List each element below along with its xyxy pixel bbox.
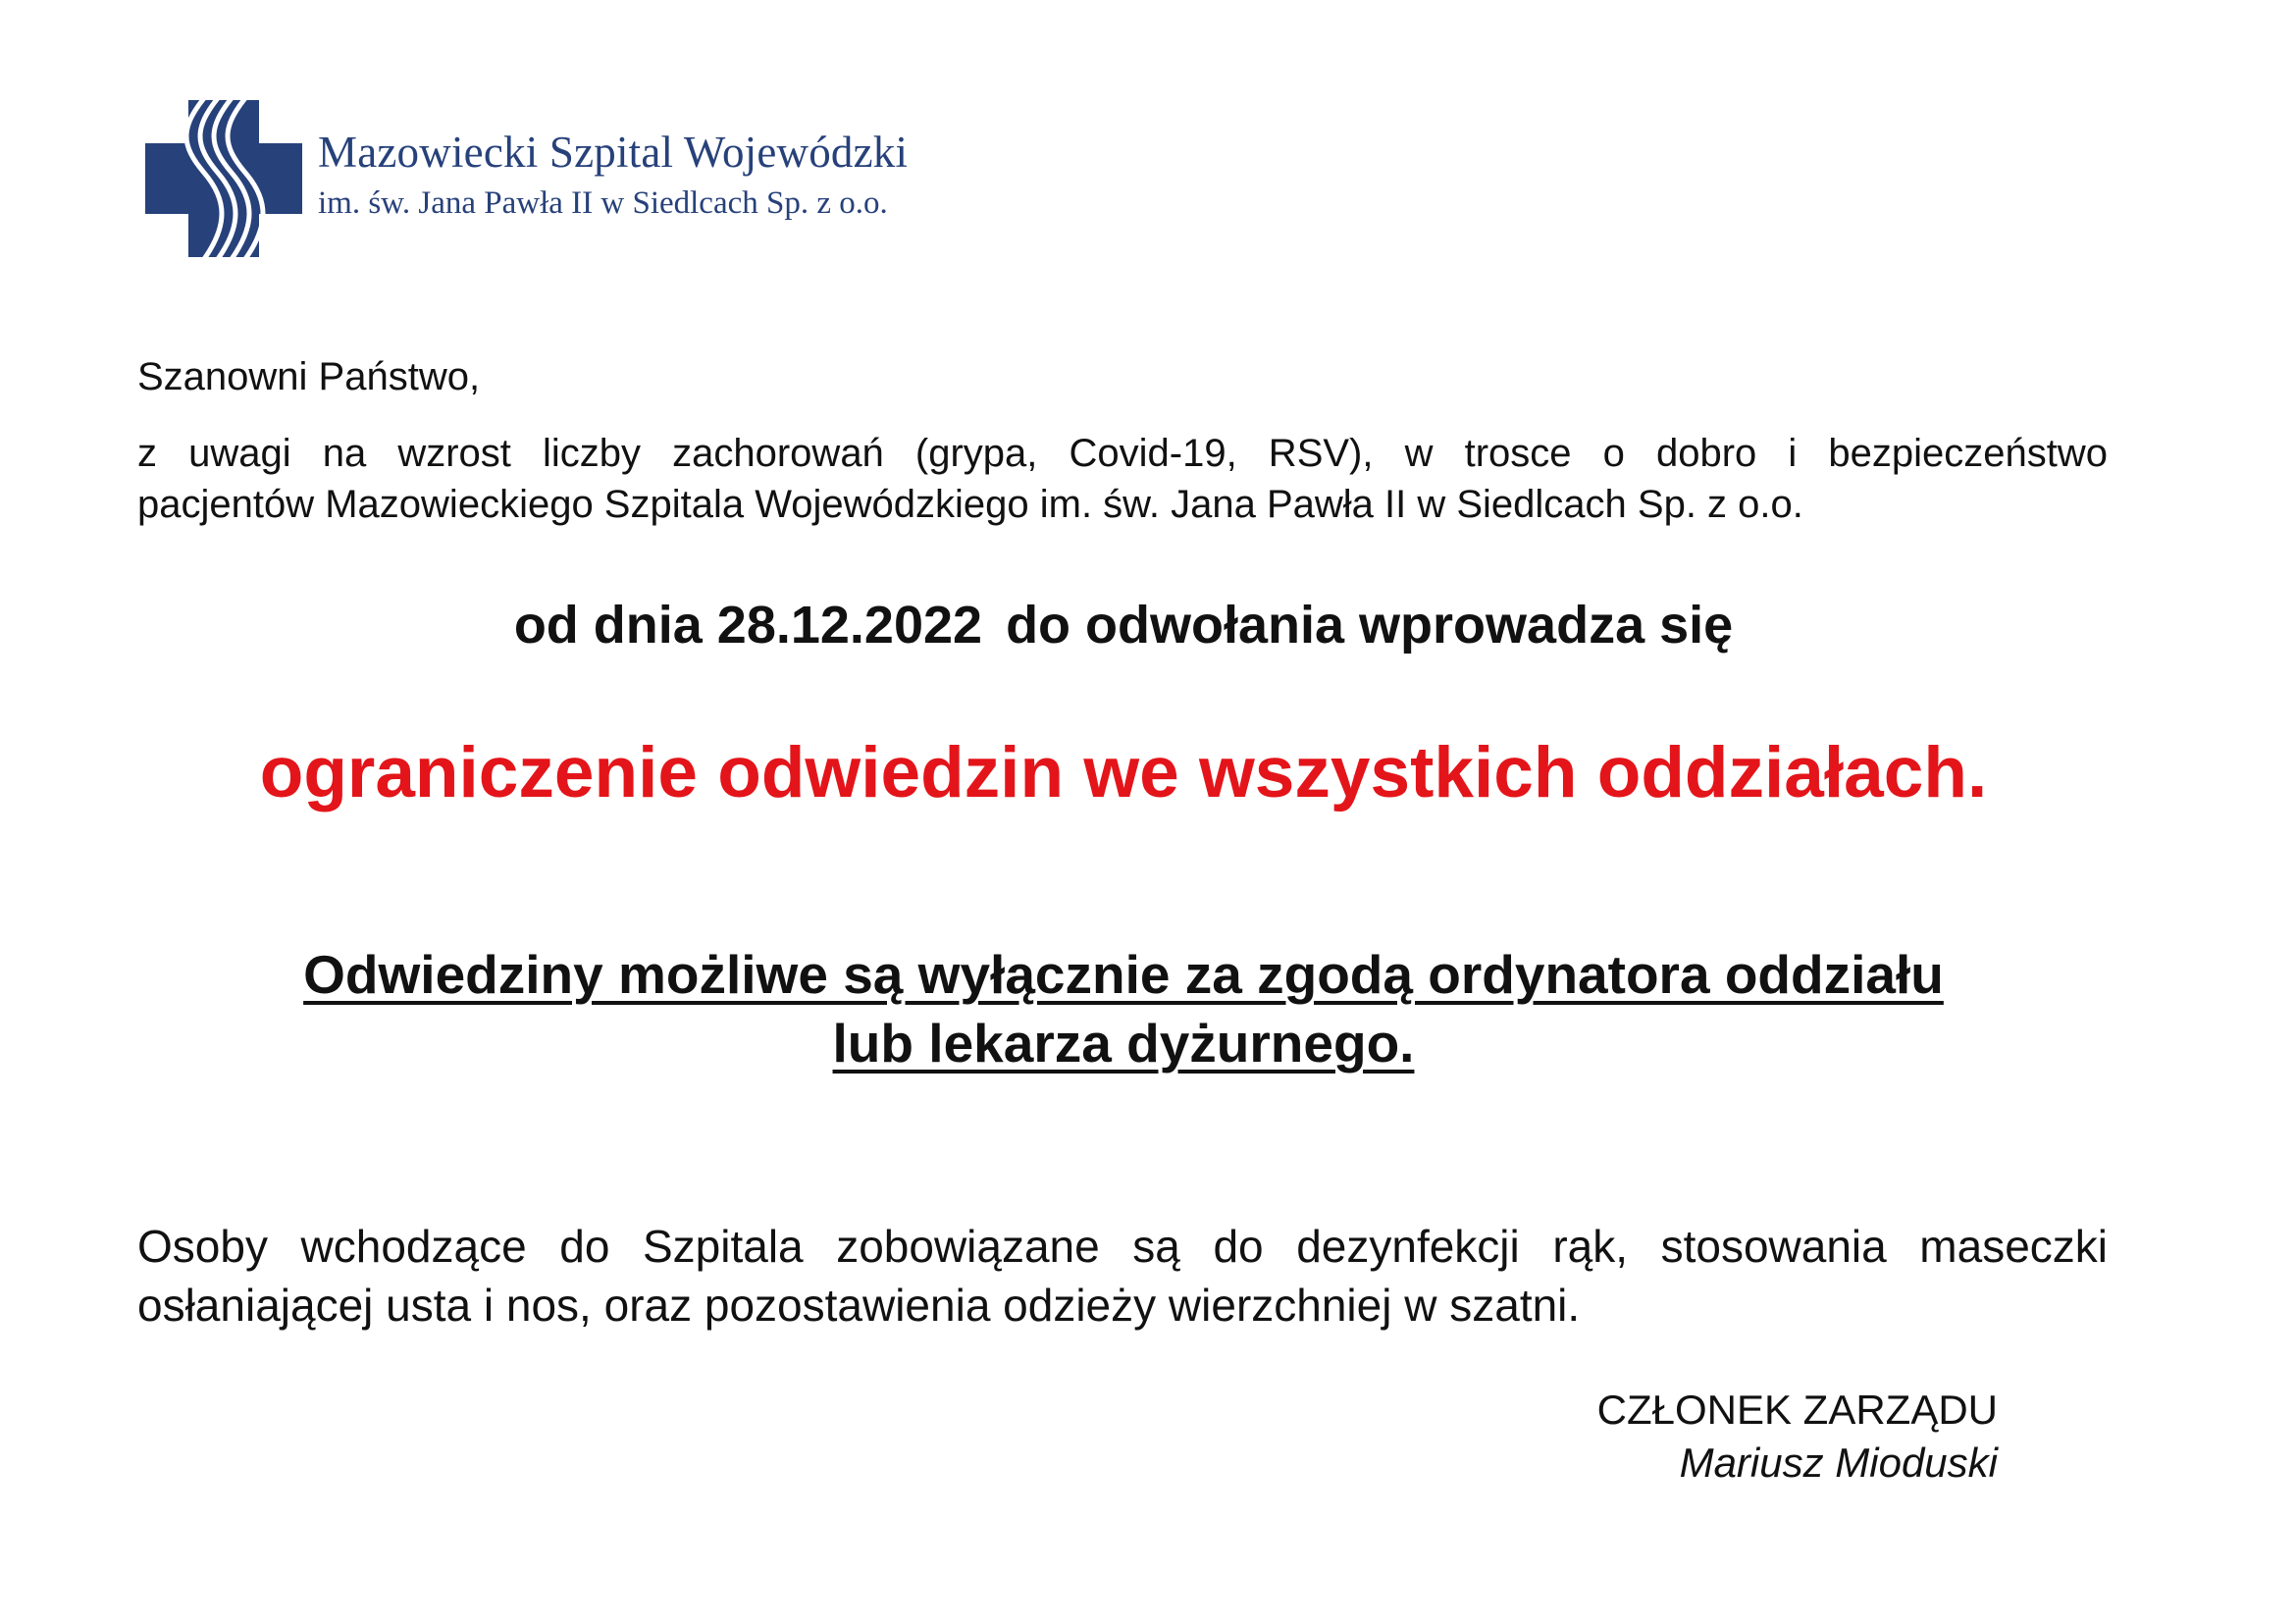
visits-line-1: Odwiedziny możliwe są wyłącznie za zgodą ordynatora oddziału — [303, 944, 1944, 1005]
heading-text: do odwołania wprowadza się — [1006, 596, 1734, 655]
hygiene-notice — [137, 1217, 2108, 1335]
intro-line-1: z uwagi na wzrost liczby zachorowań (grypa, Covid-19, RSV), w trosce o dobro i bezpieczeństwo — [137, 432, 2108, 475]
greeting: Szanowni Państwo, — [137, 355, 481, 398]
logo-text — [318, 126, 908, 224]
intro-line-2: pacjentów Mazowieckiego Szpitala Wojewódzkiego im. św. Jana Pawła II w Siedlcach Sp. z o.o. — [137, 483, 1803, 526]
notice-line-1: Osoby wchodzące do Szpitala zobowiązane są do dezynfekcji rąk, stosowania maseczki — [137, 1221, 2108, 1272]
hospital-logo — [145, 100, 911, 257]
signature-name: Mariusz Mioduski — [1679, 1440, 1998, 1486]
effective-date-heading — [0, 593, 2247, 657]
heading-date: od dnia 28.12.2022 — [513, 596, 983, 655]
notice-line-2: osłaniającej usta i nos, oraz pozostawienia odzieży wierzchniej w szatni. — [137, 1280, 1581, 1331]
visit-restriction-alert: ograniczenie odwiedzin we wszystkich oddziałach. — [259, 733, 1988, 812]
hospital-subtitle: im. św. Jana Pawła II w Siedlcach Sp. z o.o. — [318, 185, 888, 221]
intro-paragraph — [137, 428, 2108, 530]
visits-conditions — [0, 940, 2247, 1077]
signature-role: CZŁONEK ZARZĄDU — [1596, 1387, 1998, 1433]
hospital-name: Mazowiecki Szpital Wojewódzki — [318, 128, 909, 177]
cross-with-waves-icon — [145, 100, 302, 257]
visits-line-2: lub lekarza dyżurnego. — [832, 1013, 1415, 1074]
